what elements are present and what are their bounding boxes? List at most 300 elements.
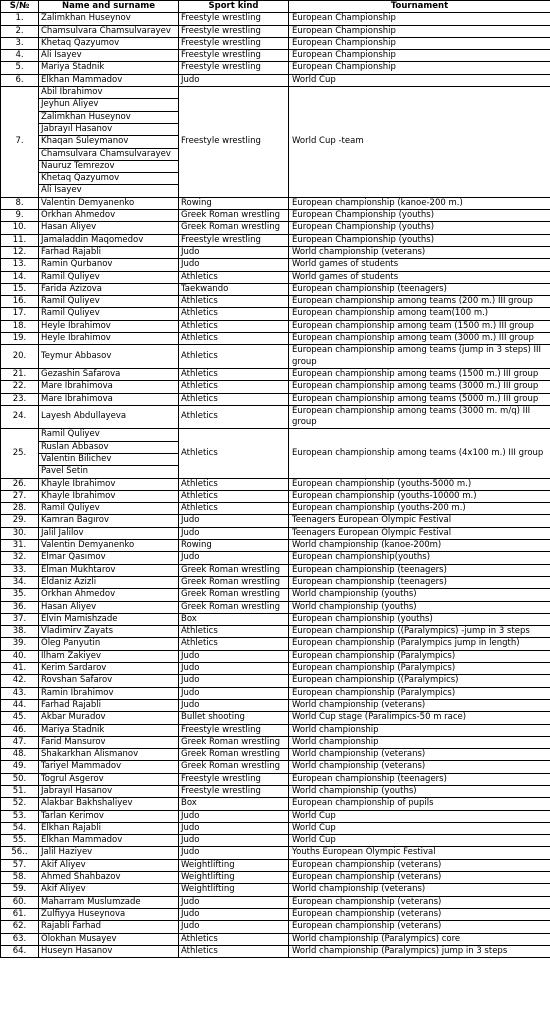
table-body [1,13,550,958]
athlete-name: Farhad Rajabli [39,246,179,258]
table-row [1,601,550,613]
sport-kind: Greek Roman wrestling [179,601,289,613]
tournament: European championship of pupils [289,798,550,810]
row-number: 36. [1,601,39,613]
sport-kind: Judo [179,835,289,847]
table-row [1,908,550,920]
athlete-name: Ahmed Shahbazov [39,872,179,884]
sport-kind: Box [179,798,289,810]
athlete-name: Elkhan Rajabli [39,822,179,834]
sport-kind: Freestyle wrestling [179,234,289,246]
sport-kind: Athletics [179,405,289,429]
sport-kind: Freestyle wrestling [179,87,289,198]
athlete-name: Elvin Mamishzade [39,613,179,625]
header-row [1,1,550,13]
tournament: World championship (veterans) [289,246,550,258]
sport-kind: Athletics [179,945,289,957]
header-name: Name and surname [39,1,179,13]
table-row [1,527,550,539]
table-row [1,259,550,271]
row-number: 15. [1,283,39,295]
athlete-name: Teymur Abbasov [39,345,179,369]
table-row [1,37,550,49]
tournament: Youths European Olympic Festival [289,847,550,859]
athlete-name: Mariya Stadnik [39,62,179,74]
row-number: 33. [1,564,39,576]
table-row [1,884,550,896]
tournament: Teenagers European Olympic Festival [289,515,550,527]
sport-kind: Athletics [179,320,289,332]
tournament: World games of students [289,259,550,271]
table-row [1,74,550,86]
athlete-name: Ramin İbrahimov [39,687,179,699]
athlete-name: Rovshan Safarov [39,675,179,687]
table-row [1,308,550,320]
athlete-name: Akif Aliyev [39,859,179,871]
athlete-name: Mare İbrahimova [39,393,179,405]
table-row [1,25,550,37]
sport-kind: Box [179,613,289,625]
athlete-name: Tarlan Kerimov [39,810,179,822]
athlete-name: Elmar Qasımov [39,552,179,564]
athlete-name: Elkhan Mammadov [39,74,179,86]
athlete-name: Huseyn Hasanov [39,945,179,957]
tournament: World championship (youths) [289,589,550,601]
tournament: European championship among teams (1500 m.) III group [289,368,550,380]
table-row [1,197,550,209]
tournament: World championship (veterans) [289,761,550,773]
athlete-name: Ramin Qurbanov [39,259,179,271]
row-number: 18. [1,320,39,332]
row-number: 3. [1,37,39,49]
header-sport: Sport kind [179,1,289,13]
header-number: S/№ [1,1,39,13]
sport-kind: Athletics [179,345,289,369]
sport-kind: Judo [179,699,289,711]
athlete-name: Alakbar Bakhshaliyev [39,798,179,810]
row-number: 48. [1,749,39,761]
sport-kind: Athletics [179,271,289,283]
table-row [1,393,550,405]
row-number: 61. [1,908,39,920]
tournament: European championship (veterans) [289,896,550,908]
row-number: 53. [1,810,39,822]
tournament: European Championship (youths) [289,222,550,234]
table-row [1,271,550,283]
athlete-name: Hasan Aliyev [39,222,179,234]
table-row [1,896,550,908]
tournament: World Cup stage (Paralimpics-50 m race) [289,712,550,724]
row-number: 32. [1,552,39,564]
athlete-name: Zalimkhan Huseynov [39,13,179,25]
athlete-name: Hasan Aliyev [39,601,179,613]
sport-kind: Judo [179,552,289,564]
table-row [1,234,550,246]
table-row [1,50,550,62]
athlete-name: Heyle İbrahimov [39,333,179,345]
sport-kind: Greek Roman wrestling [179,576,289,588]
athlete-name: Jamaladdin Maqomedov [39,234,179,246]
row-number: 62. [1,921,39,933]
athlete-name: Farid Mansurov [39,736,179,748]
sport-kind: Rowing [179,197,289,209]
table-row [1,675,550,687]
row-number: 54. [1,822,39,834]
athlete-name: Valentin Demyanenko [39,197,179,209]
tournament: World championship (youths) [289,786,550,798]
athlete-name: Ali İsayev [39,185,179,197]
tournament: European championship among team (1500 m.) III group [289,320,550,332]
row-number: 43. [1,687,39,699]
row-number: 27. [1,490,39,502]
row-number: 17. [1,308,39,320]
athlete-name: Khayle İbrahimov [39,490,179,502]
athlete-name: Olokhan Musayev [39,933,179,945]
tournament: European championship (teenagers) [289,564,550,576]
table-row [1,724,550,736]
sport-kind: Judo [179,822,289,834]
sport-kind: Athletics [179,368,289,380]
athlete-name: Khayle İbrahimov [39,478,179,490]
athlete-name: Valentin Demyanenko [39,540,179,552]
table-row [1,381,550,393]
athlete-name: Chamsulvara Chamsulvarayev [39,148,179,160]
table-row [1,576,550,588]
athlete-name: Eldaniz Azizli [39,576,179,588]
sport-kind: Greek Roman wrestling [179,736,289,748]
table-row [1,786,550,798]
sport-kind: Freestyle wrestling [179,13,289,25]
row-number: 52. [1,798,39,810]
table-row [1,699,550,711]
row-number: 20. [1,345,39,369]
athlete-name: Kerim Sardarov [39,663,179,675]
table-row [1,921,550,933]
table-row [1,564,550,576]
tournament: European championship (veterans) [289,921,550,933]
sport-kind: Athletics [179,478,289,490]
tournament: European championship (youths-200 m.) [289,503,550,515]
row-number: 11. [1,234,39,246]
sport-kind: Judo [179,74,289,86]
tournament: European championship (kanoe-200 m.) [289,197,550,209]
tournament: World Cup [289,835,550,847]
sport-kind: Judo [179,246,289,258]
sport-kind: Judo [179,259,289,271]
tournament: European championship among teams (3000 m.) III group [289,381,550,393]
athlete-name: Ramil Quliyev [39,271,179,283]
athlete-name: İlham Zakiyev [39,650,179,662]
sport-kind: Athletics [179,393,289,405]
table-row [1,333,550,345]
table-row [1,429,550,441]
table-row [1,663,550,675]
sport-kind: Judo [179,921,289,933]
tournament: European Championship (youths) [289,210,550,222]
athlete-name: Oleg Panyutin [39,638,179,650]
tournament: European championship ((Paralympics) [289,675,550,687]
sport-kind: Greek Roman wrestling [179,761,289,773]
table-row [1,283,550,295]
row-number: 42. [1,675,39,687]
tournament: European championship among teams (5000 m.) III group [289,393,550,405]
row-number: 37. [1,613,39,625]
athlete-name: Heyle İbrahimov [39,320,179,332]
table-row [1,222,550,234]
tournament: European championship (veterans) [289,859,550,871]
table-row [1,712,550,724]
sport-kind: Athletics [179,638,289,650]
row-number: 21. [1,368,39,380]
table-row [1,626,550,638]
row-number: 13. [1,259,39,271]
row-number: 40. [1,650,39,662]
tournament: European championship among team (3000 m.) III group [289,333,550,345]
table-row [1,810,550,822]
sport-kind: Weightlifting [179,884,289,896]
row-number: 44. [1,699,39,711]
row-number: 5. [1,62,39,74]
tournament: World championship (veterans) [289,699,550,711]
sport-kind: Athletics [179,626,289,638]
sport-kind: Taekwando [179,283,289,295]
tournament: Teenagers European Olympic Festival [289,527,550,539]
athlete-name: Orkhan Ahmedov [39,210,179,222]
tournament: World championship [289,736,550,748]
table-row [1,13,550,25]
tournament: European championship(youths) [289,552,550,564]
athlete-name: Farhad Rajabli [39,699,179,711]
table-row [1,478,550,490]
table-row [1,345,550,369]
athlete-name: Khaqan Suleymanov [39,136,179,148]
row-number: 39. [1,638,39,650]
table-row [1,773,550,785]
row-number: 28. [1,503,39,515]
row-number: 14. [1,271,39,283]
table-row [1,552,550,564]
row-number: 63. [1,933,39,945]
tournament: European championship among teams (200 m.) III group [289,296,550,308]
row-number: 19. [1,333,39,345]
tournament: World championship (Paralympics) core [289,933,550,945]
row-number: 10. [1,222,39,234]
sport-kind: Greek Roman wrestling [179,222,289,234]
athlete-name: Ramil Quliyev [39,503,179,515]
row-number: 51. [1,786,39,798]
row-number: 23. [1,393,39,405]
row-number: 25. [1,429,39,478]
tournament: World championship (veterans) [289,749,550,761]
row-number: 30. [1,527,39,539]
athlete-name: Ali İsayev [39,50,179,62]
row-number: 8. [1,197,39,209]
sport-kind: Weightlifting [179,859,289,871]
tournament: European championship (Paralympics) [289,663,550,675]
row-number: 45. [1,712,39,724]
sport-kind: Judo [179,663,289,675]
tournament: European Championship [289,50,550,62]
table-row [1,320,550,332]
athlete-name: Jabrayıl Hasanov [39,123,179,135]
sport-kind: Athletics [179,308,289,320]
row-number: 9. [1,210,39,222]
tournament: World championship (veterans) [289,884,550,896]
row-number: 58. [1,872,39,884]
row-number: 56.. [1,847,39,859]
row-number: 60. [1,896,39,908]
tournament: European championship (youths-5000 m.) [289,478,550,490]
sport-kind: Freestyle wrestling [179,724,289,736]
tournament: European championship (teenagers) [289,773,550,785]
athlete-name: Abil İbrahimov [39,87,179,99]
athlete-name: Khetaq Qazyumov [39,37,179,49]
row-number: 26. [1,478,39,490]
athlete-name: Elkhan Mammadov [39,835,179,847]
sport-kind: Judo [179,908,289,920]
athlete-name: Elman Mukhtarov [39,564,179,576]
sport-kind: Athletics [179,296,289,308]
tournament: European championship (veterans) [289,908,550,920]
sport-kind: Weightlifting [179,872,289,884]
sport-kind: Athletics [179,333,289,345]
sport-kind: Athletics [179,490,289,502]
row-number: 4. [1,50,39,62]
athlete-name: Tariyel Mammadov [39,761,179,773]
row-number: 64. [1,945,39,957]
athlete-name: Ramil Quliyev [39,308,179,320]
tournament: European championship among team(100 m.) [289,308,550,320]
tournament: European championship among teams (4x100 m.) III group [289,429,550,478]
athlete-name: Farida Azizova [39,283,179,295]
tournament: World Cup [289,810,550,822]
table-row [1,749,550,761]
table-row [1,613,550,625]
athlete-name: Mariya Stadnik [39,724,179,736]
table-row [1,368,550,380]
athlete-name: Jabrayıl Hasanov [39,786,179,798]
tournament: World Cup [289,74,550,86]
athlete-name: Kamran Bagırov [39,515,179,527]
table-row [1,503,550,515]
tournament: European Championship [289,25,550,37]
athlete-name: Khetaq Qazyumov [39,173,179,185]
sport-kind: Freestyle wrestling [179,25,289,37]
athlete-name: Maharram Muslumzade [39,896,179,908]
tournament: World games of students [289,271,550,283]
sport-kind: Freestyle wrestling [179,62,289,74]
sport-kind: Freestyle wrestling [179,50,289,62]
sport-kind: Judo [179,896,289,908]
table-row [1,736,550,748]
row-number: 2. [1,25,39,37]
tournament: European Championship [289,13,550,25]
sport-kind: Greek Roman wrestling [179,749,289,761]
row-number: 22. [1,381,39,393]
athlete-name: Chamsulvara Chamsulvarayev [39,25,179,37]
table-row [1,540,550,552]
sport-kind: Judo [179,515,289,527]
row-number: 29. [1,515,39,527]
athlete-name: Jalil Haziyev [39,847,179,859]
sport-kind: Freestyle wrestling [179,773,289,785]
row-number: 35. [1,589,39,601]
header-tournament: Tournament [289,1,550,13]
row-number: 7. [1,87,39,198]
table-row [1,847,550,859]
athlete-name: Jeyhun Aliyev [39,99,179,111]
sport-kind: Judo [179,650,289,662]
table-row [1,87,550,99]
tournament: European Championship (youths) [289,234,550,246]
row-number: 57. [1,859,39,871]
sport-kind: Judo [179,687,289,699]
row-number: 24. [1,405,39,429]
table-row [1,798,550,810]
sport-kind: Rowing [179,540,289,552]
tournament: World championship (kanoe-200m) [289,540,550,552]
table-row [1,945,550,957]
row-number: 50. [1,773,39,785]
tournament: World championship (youths) [289,601,550,613]
row-number: 49. [1,761,39,773]
tournament: European championship among teams (jump in 3 steps) III group [289,345,550,369]
tournament: European championship among teams (3000 m. m/q) III group [289,405,550,429]
tournament: World Cup [289,822,550,834]
table-row [1,515,550,527]
tournament: European championship (Paralympics) [289,687,550,699]
sport-kind: Freestyle wrestling [179,786,289,798]
table-row [1,872,550,884]
athlete-name: Pavel Setin [39,466,179,478]
sport-kind: Athletics [179,381,289,393]
tournament: World championship [289,724,550,736]
tournament: European championship (youths-10000 m.) [289,490,550,502]
table-row [1,835,550,847]
row-number: 16. [1,296,39,308]
tournament: European Championship [289,37,550,49]
tournament: European championship (veterans) [289,872,550,884]
sport-kind: Greek Roman wrestling [179,589,289,601]
sport-kind: Greek Roman wrestling [179,564,289,576]
row-number: 38. [1,626,39,638]
table-row [1,296,550,308]
sport-kind: Greek Roman wrestling [179,210,289,222]
athlete-name: Jalil Jalilov [39,527,179,539]
sport-kind: Judo [179,675,289,687]
athlete-name: Gezashin Safarova [39,368,179,380]
athlete-name: Nauruz Temrezov [39,160,179,172]
table-row [1,859,550,871]
row-number: 47. [1,736,39,748]
row-number: 31. [1,540,39,552]
row-number: 41. [1,663,39,675]
row-number: 6. [1,74,39,86]
athlete-name: Zalimkhan Huseynov [39,111,179,123]
athlete-name: Ramil Quliyev [39,429,179,441]
sport-kind: Athletics [179,933,289,945]
athlete-name: Rajabli Farhad [39,921,179,933]
table-row [1,62,550,74]
sport-kind: Freestyle wrestling [179,37,289,49]
tournament: World championship (Paralympics) jump in 3 steps [289,945,550,957]
table-row [1,589,550,601]
athlete-name: Vladimirv Zayats [39,626,179,638]
athlete-name: Orkhan Ahmedov [39,589,179,601]
athlete-name: Togrul Asgerov [39,773,179,785]
table-row [1,490,550,502]
athlete-name: Layesh Abdullayeva [39,405,179,429]
